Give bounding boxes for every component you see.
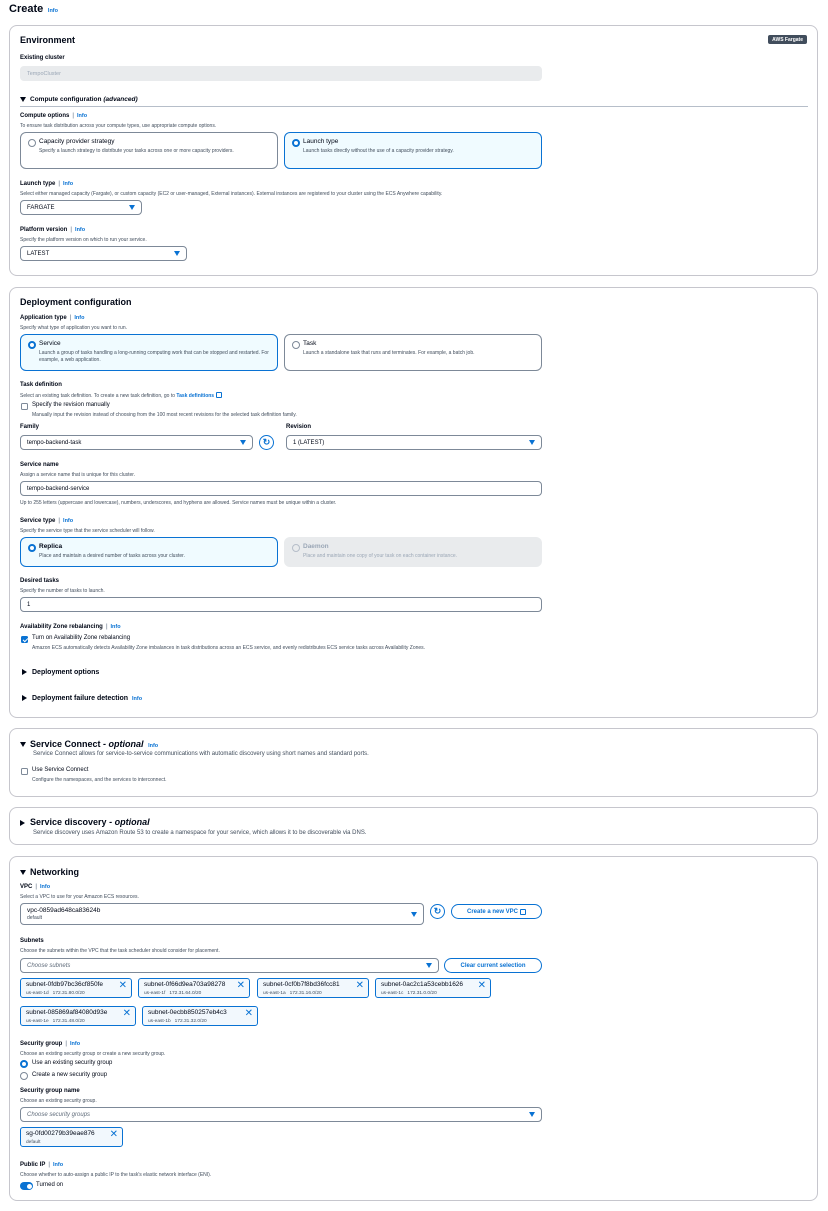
- service-title: Service: [39, 340, 61, 347]
- platform-version-select[interactable]: [20, 246, 187, 261]
- platform-version-info[interactable]: Info: [75, 227, 86, 233]
- replica-desc: Place and maintain a desired number of tasks across your cluster.: [39, 553, 185, 559]
- compute-options-text: Compute options: [20, 113, 70, 119]
- subnet-az: us-east-1e: [26, 1019, 49, 1024]
- compute-config-suffix: (advanced): [103, 96, 138, 103]
- service-connect-optional: - optional: [103, 739, 144, 749]
- networking-title: Networking: [30, 867, 80, 877]
- replica-radio[interactable]: [28, 544, 36, 552]
- use-service-connect-label: Use Service Connect: [32, 767, 89, 773]
- subnet-cidr: 172.31.80.0/20: [52, 991, 85, 996]
- platform-version-text: Platform version: [20, 227, 68, 233]
- task-definitions-link[interactable]: Task definitions: [176, 393, 215, 399]
- vpc-label: VPC | Info: [20, 884, 51, 890]
- subnets-placeholder: Choose subnets: [27, 962, 71, 969]
- task-def-desc-text: Select an existing task definition. To create a new task definition, go to: [20, 393, 175, 399]
- app-type-label: Application type | Info: [20, 315, 85, 321]
- az-checkbox-desc: Amazon ECS automatically detects Availability Zone imbalances in task distributions across an ECS service, and evenly redistributes ECS service tasks across Availability Zones.: [32, 645, 426, 651]
- subnet-cidr: 172.31.16.0/20: [289, 991, 322, 996]
- task-def-label: Task definition: [20, 382, 62, 388]
- launch-type-tile-desc: Launch tasks directly without the use of a capacity provider strategy.: [303, 148, 454, 154]
- sg-name-desc: Choose an existing security group.: [20, 1098, 97, 1104]
- remove-icon[interactable]: ✕: [355, 980, 364, 991]
- az-info[interactable]: Info: [110, 624, 121, 630]
- compute-config-title: Compute configuration: [30, 96, 102, 103]
- failure-detection-text: Deployment failure detection: [32, 695, 129, 702]
- refresh-icon: ↻: [433, 906, 442, 916]
- caret-down-icon: [174, 251, 180, 256]
- launch-type-desc: Select either managed capacity (Fargate), or custom capacity (EC2 or user-managed, External instances). External instances are registered to your cluster using the ECS Anywhere capability.: [20, 191, 443, 197]
- caret-right-icon: [20, 820, 25, 826]
- refresh-family-button[interactable]: [259, 435, 274, 450]
- environment-panel: [9, 25, 818, 276]
- caret-down-icon: [20, 97, 26, 102]
- daemon-title: Daemon: [303, 543, 329, 550]
- caret-down-icon: [529, 1112, 535, 1117]
- revision-label: Revision: [286, 424, 312, 430]
- subnet-id: subnet-085869af84080d93e: [26, 1009, 108, 1016]
- service-type-desc: Specify the service type that the service scheduler will follow.: [20, 528, 155, 534]
- create-vpc-label: Create a new VPC: [466, 908, 519, 915]
- capacity-provider-title: Capacity provider strategy: [39, 138, 115, 145]
- subnet-details: [144, 991, 201, 996]
- service-name-input[interactable]: tempo-backend-service: [20, 481, 542, 496]
- caret-right-icon: [22, 695, 27, 701]
- subnet-id: subnet-0ac2c1a53cebb1626: [381, 981, 464, 988]
- remove-icon[interactable]: ✕: [244, 1008, 253, 1019]
- service-discovery-toggle[interactable]: [20, 817, 150, 827]
- service-name-hint: Up to 255 letters (uppercase and lowercase), numbers, underscores, and hyphens are allowed. Service names must be unique within a cluster.: [20, 500, 337, 506]
- vpc-sub: default: [27, 915, 43, 921]
- daemon-radio: [292, 544, 300, 552]
- vpc-label-text: VPC: [20, 884, 33, 890]
- launch-type-radio[interactable]: [292, 139, 300, 147]
- compute-options-label: Compute options | Info: [20, 113, 88, 119]
- subnet-token: [20, 978, 132, 998]
- vpc-info[interactable]: Info: [40, 884, 51, 890]
- subnet-az: us-east-1f: [144, 991, 166, 996]
- security-groups-select[interactable]: [20, 1107, 542, 1122]
- service-type-text: Service type: [20, 518, 56, 524]
- public-ip-info[interactable]: Info: [53, 1162, 64, 1168]
- clear-selection-button[interactable]: Clear current selection: [444, 958, 542, 973]
- deployment-title: Deployment configuration: [20, 297, 132, 307]
- compute-options-info[interactable]: Info: [77, 113, 88, 119]
- desired-tasks-label: Desired tasks: [20, 578, 60, 584]
- create-vpc-button[interactable]: [451, 904, 542, 919]
- subnet-details: [263, 991, 322, 996]
- sg-token-sub: default: [26, 1140, 41, 1145]
- networking-panel: [9, 856, 818, 1201]
- service-name-desc: Assign a service name that is unique for this cluster.: [20, 472, 136, 478]
- launch-type-tile[interactable]: [284, 132, 542, 169]
- page-info-link[interactable]: Info: [47, 8, 59, 14]
- launch-type-info[interactable]: Info: [63, 181, 74, 187]
- service-desc: Launch a group of tasks handling a long-running computing work that can be stopped and restarted. For example, a web application.: [39, 350, 269, 363]
- caret-down-icon: [129, 205, 135, 210]
- launch-type-text: Launch type: [20, 181, 56, 187]
- revision-manual-checkbox[interactable]: [21, 403, 28, 410]
- caret-down-icon: [240, 440, 246, 445]
- az-rebalancing-checkbox[interactable]: [21, 636, 28, 643]
- desired-tasks-desc: Specify the number of tasks to launch.: [20, 588, 105, 594]
- sg-new-radio[interactable]: [20, 1072, 28, 1080]
- public-ip-label: Public IP | Info: [20, 1162, 64, 1168]
- task-def-desc: [20, 392, 222, 399]
- service-discovery-panel: [9, 807, 818, 845]
- platform-version-value: LATEST: [27, 250, 50, 257]
- vpc-select[interactable]: [20, 903, 424, 925]
- launch-type-tile-title: Launch type: [303, 138, 339, 145]
- task-desc: Launch a standalone task that runs and terminates. For example, a batch job.: [303, 350, 475, 356]
- service-type-label: Service type | Info: [20, 518, 74, 524]
- subnet-token: [20, 1006, 136, 1026]
- subnet-details: [381, 991, 437, 996]
- subnets-desc: Choose the subnets within the VPC that the task scheduler should consider for placement.: [20, 948, 220, 954]
- service-type-info[interactable]: Info: [63, 518, 74, 524]
- caret-down-icon: [20, 742, 26, 747]
- subnets-label: Subnets: [20, 938, 44, 944]
- sg-info[interactable]: Info: [70, 1041, 81, 1047]
- remove-icon[interactable]: ✕: [236, 980, 245, 991]
- deployment-panel: [9, 287, 818, 718]
- capacity-provider-tile[interactable]: [20, 132, 278, 169]
- deployment-options-text: Deployment options: [32, 669, 100, 676]
- refresh-icon: ↻: [262, 437, 271, 447]
- sg-placeholder: Choose security groups: [27, 1111, 91, 1118]
- revision-manual-label: Specify the revision manually: [32, 402, 110, 408]
- service-connect-panel: [9, 728, 818, 797]
- app-type-desc: Specify what type of application you want to run.: [20, 325, 128, 331]
- service-discovery-desc: Service discovery uses Amazon Route 53 to create a namespace for your service, which allows it to be discoverable via DNS.: [33, 830, 367, 836]
- caret-down-icon: [529, 440, 535, 445]
- subnet-cidr: 172.31.64.0/20: [169, 991, 202, 996]
- sg-label-text: Security group: [20, 1041, 63, 1047]
- az-label-text: Availability Zone rebalancing: [20, 624, 103, 630]
- remove-icon[interactable]: ✕: [118, 980, 127, 991]
- capacity-provider-desc: Specify a launch strategy to distribute your tasks across one or more capacity providers.: [39, 148, 234, 154]
- caret-down-icon: [20, 870, 26, 875]
- compute-options-desc: To ensure task distribution across your compute types, use appropriate compute options.: [20, 123, 217, 129]
- platform-version-label: Platform version | Info: [20, 227, 86, 233]
- subnet-az: us-east-1d: [26, 991, 49, 996]
- deployment-options-toggle[interactable]: [22, 669, 99, 676]
- replica-title: Replica: [39, 543, 63, 550]
- existing-cluster-field: TempoCluster: [20, 66, 542, 81]
- revision-select[interactable]: [286, 435, 542, 450]
- launch-type-select[interactable]: [20, 200, 142, 215]
- subnet-id: subnet-0ecbb850257eb4c3: [148, 1009, 227, 1016]
- daemon-desc: Place and maintain one copy of your task on each container instance.: [303, 553, 457, 559]
- subnet-token: [138, 978, 250, 998]
- compute-config-toggle[interactable]: [20, 96, 138, 103]
- subnets-select[interactable]: [20, 958, 439, 973]
- subnet-id: subnet-0cf0b7f8bd36fcc81: [263, 981, 340, 988]
- subnet-details: [26, 1019, 85, 1024]
- subnet-az: us-east-1c: [381, 991, 404, 996]
- subnet-az: us-east-1b: [148, 1019, 171, 1024]
- sg-token-id: sg-0fd00279b39eae876: [26, 1130, 95, 1137]
- task-tile[interactable]: [284, 334, 542, 371]
- security-group-desc: Choose an existing security group or create a new security group.: [20, 1051, 166, 1057]
- family-value: tempo-backend-task: [27, 439, 82, 446]
- desired-tasks-input[interactable]: 1: [20, 597, 542, 612]
- public-ip-desc: Choose whether to auto-assign a public IP to the task's elastic network interface (ENI).: [20, 1172, 212, 1178]
- az-rebalancing-label: Availability Zone rebalancing | Info: [20, 624, 121, 630]
- subnet-cidr: 172.31.48.0/20: [52, 1019, 85, 1024]
- subnet-token: [142, 1006, 258, 1026]
- remove-icon[interactable]: ✕: [477, 980, 486, 991]
- app-type-info[interactable]: Info: [74, 315, 85, 321]
- service-tile[interactable]: [20, 334, 278, 371]
- service-name-label: Service name: [20, 462, 59, 468]
- daemon-tile: [284, 537, 542, 567]
- external-link-icon: [216, 392, 222, 398]
- app-type-text: Application type: [20, 315, 67, 321]
- existing-cluster-label: Existing cluster: [20, 55, 65, 61]
- use-service-connect-desc: Configure the namespaces, and the services to interconnect.: [32, 777, 167, 783]
- subnet-details: [26, 991, 85, 996]
- divider: [20, 106, 808, 107]
- external-link-icon: [520, 909, 526, 915]
- task-title: Task: [303, 340, 317, 347]
- service-connect-info[interactable]: Info: [148, 743, 159, 749]
- task-radio[interactable]: [292, 341, 300, 349]
- page-heading: [9, 3, 58, 15]
- service-connect-toggle[interactable]: [20, 739, 158, 749]
- launch-type-value: FARGATE: [27, 204, 55, 211]
- subnet-cidr: 172.31.32.0/20: [174, 1019, 207, 1024]
- fargate-badge: AWS Fargate: [768, 35, 807, 44]
- caret-down-icon: [426, 963, 432, 968]
- replica-tile[interactable]: [20, 537, 278, 567]
- subnet-details: [148, 1019, 207, 1024]
- launch-type-label: Launch type | Info: [20, 181, 74, 187]
- sg-existing-label: Use an existing security group: [32, 1060, 113, 1066]
- sg-new-label: Create a new security group: [32, 1072, 108, 1078]
- caret-right-icon: [22, 669, 27, 675]
- service-discovery-optional: - optional: [109, 817, 150, 827]
- public-ip-text: Public IP: [20, 1162, 46, 1168]
- public-ip-value: Turned on: [36, 1182, 64, 1188]
- vpc-value: vpc-0859ad648ca83624b: [27, 907, 101, 914]
- service-discovery-title: Service discovery: [30, 817, 107, 827]
- failure-detection-toggle[interactable]: [22, 695, 142, 702]
- service-connect-title: Service Connect: [30, 739, 101, 749]
- sg-name-label: Security group name: [20, 1088, 80, 1094]
- az-checkbox-label: Turn on Availability Zone rebalancing: [32, 635, 131, 641]
- revision-manual-desc: Manually input the revision instead of choosing from the 100 most recent revisions for the selected task definition family.: [32, 412, 297, 418]
- environment-title: Environment: [20, 35, 76, 45]
- subnet-token: [375, 978, 491, 998]
- remove-icon[interactable]: ✕: [109, 1129, 118, 1140]
- remove-icon[interactable]: ✕: [122, 1008, 131, 1019]
- family-label: Family: [20, 424, 40, 430]
- vpc-desc: Select a VPC to use for your Amazon ECS resources.: [20, 894, 139, 900]
- sg-token: [20, 1127, 123, 1147]
- revision-value: 1 (LATEST): [293, 439, 325, 446]
- subnet-token: [257, 978, 369, 998]
- failure-detection-info[interactable]: Info: [132, 696, 143, 702]
- caret-down-icon: [411, 912, 417, 917]
- service-connect-desc: Service Connect allows for service-to-service communications with automatic discovery using short names and standard ports.: [33, 751, 369, 757]
- networking-toggle[interactable]: [20, 867, 79, 877]
- sg-existing-radio[interactable]: [20, 1060, 28, 1068]
- public-ip-toggle[interactable]: [20, 1182, 33, 1190]
- family-select[interactable]: [20, 435, 253, 450]
- page-title: Create: [9, 3, 44, 15]
- capacity-provider-radio[interactable]: [28, 139, 36, 147]
- use-service-connect-checkbox[interactable]: [21, 768, 28, 775]
- platform-version-desc: Specify the platform version on which to run your service.: [20, 237, 147, 243]
- refresh-vpc-button[interactable]: [430, 904, 445, 919]
- subnet-az: us-east-1a: [263, 991, 286, 996]
- subnet-cidr: 172.31.0.0/20: [407, 991, 437, 996]
- subnet-id: subnet-0f66d9ea703a98278: [144, 981, 226, 988]
- subnet-id: subnet-0fdb97bc36cf850fe: [26, 981, 103, 988]
- service-radio[interactable]: [28, 341, 36, 349]
- security-group-label: Security group | Info: [20, 1041, 81, 1047]
